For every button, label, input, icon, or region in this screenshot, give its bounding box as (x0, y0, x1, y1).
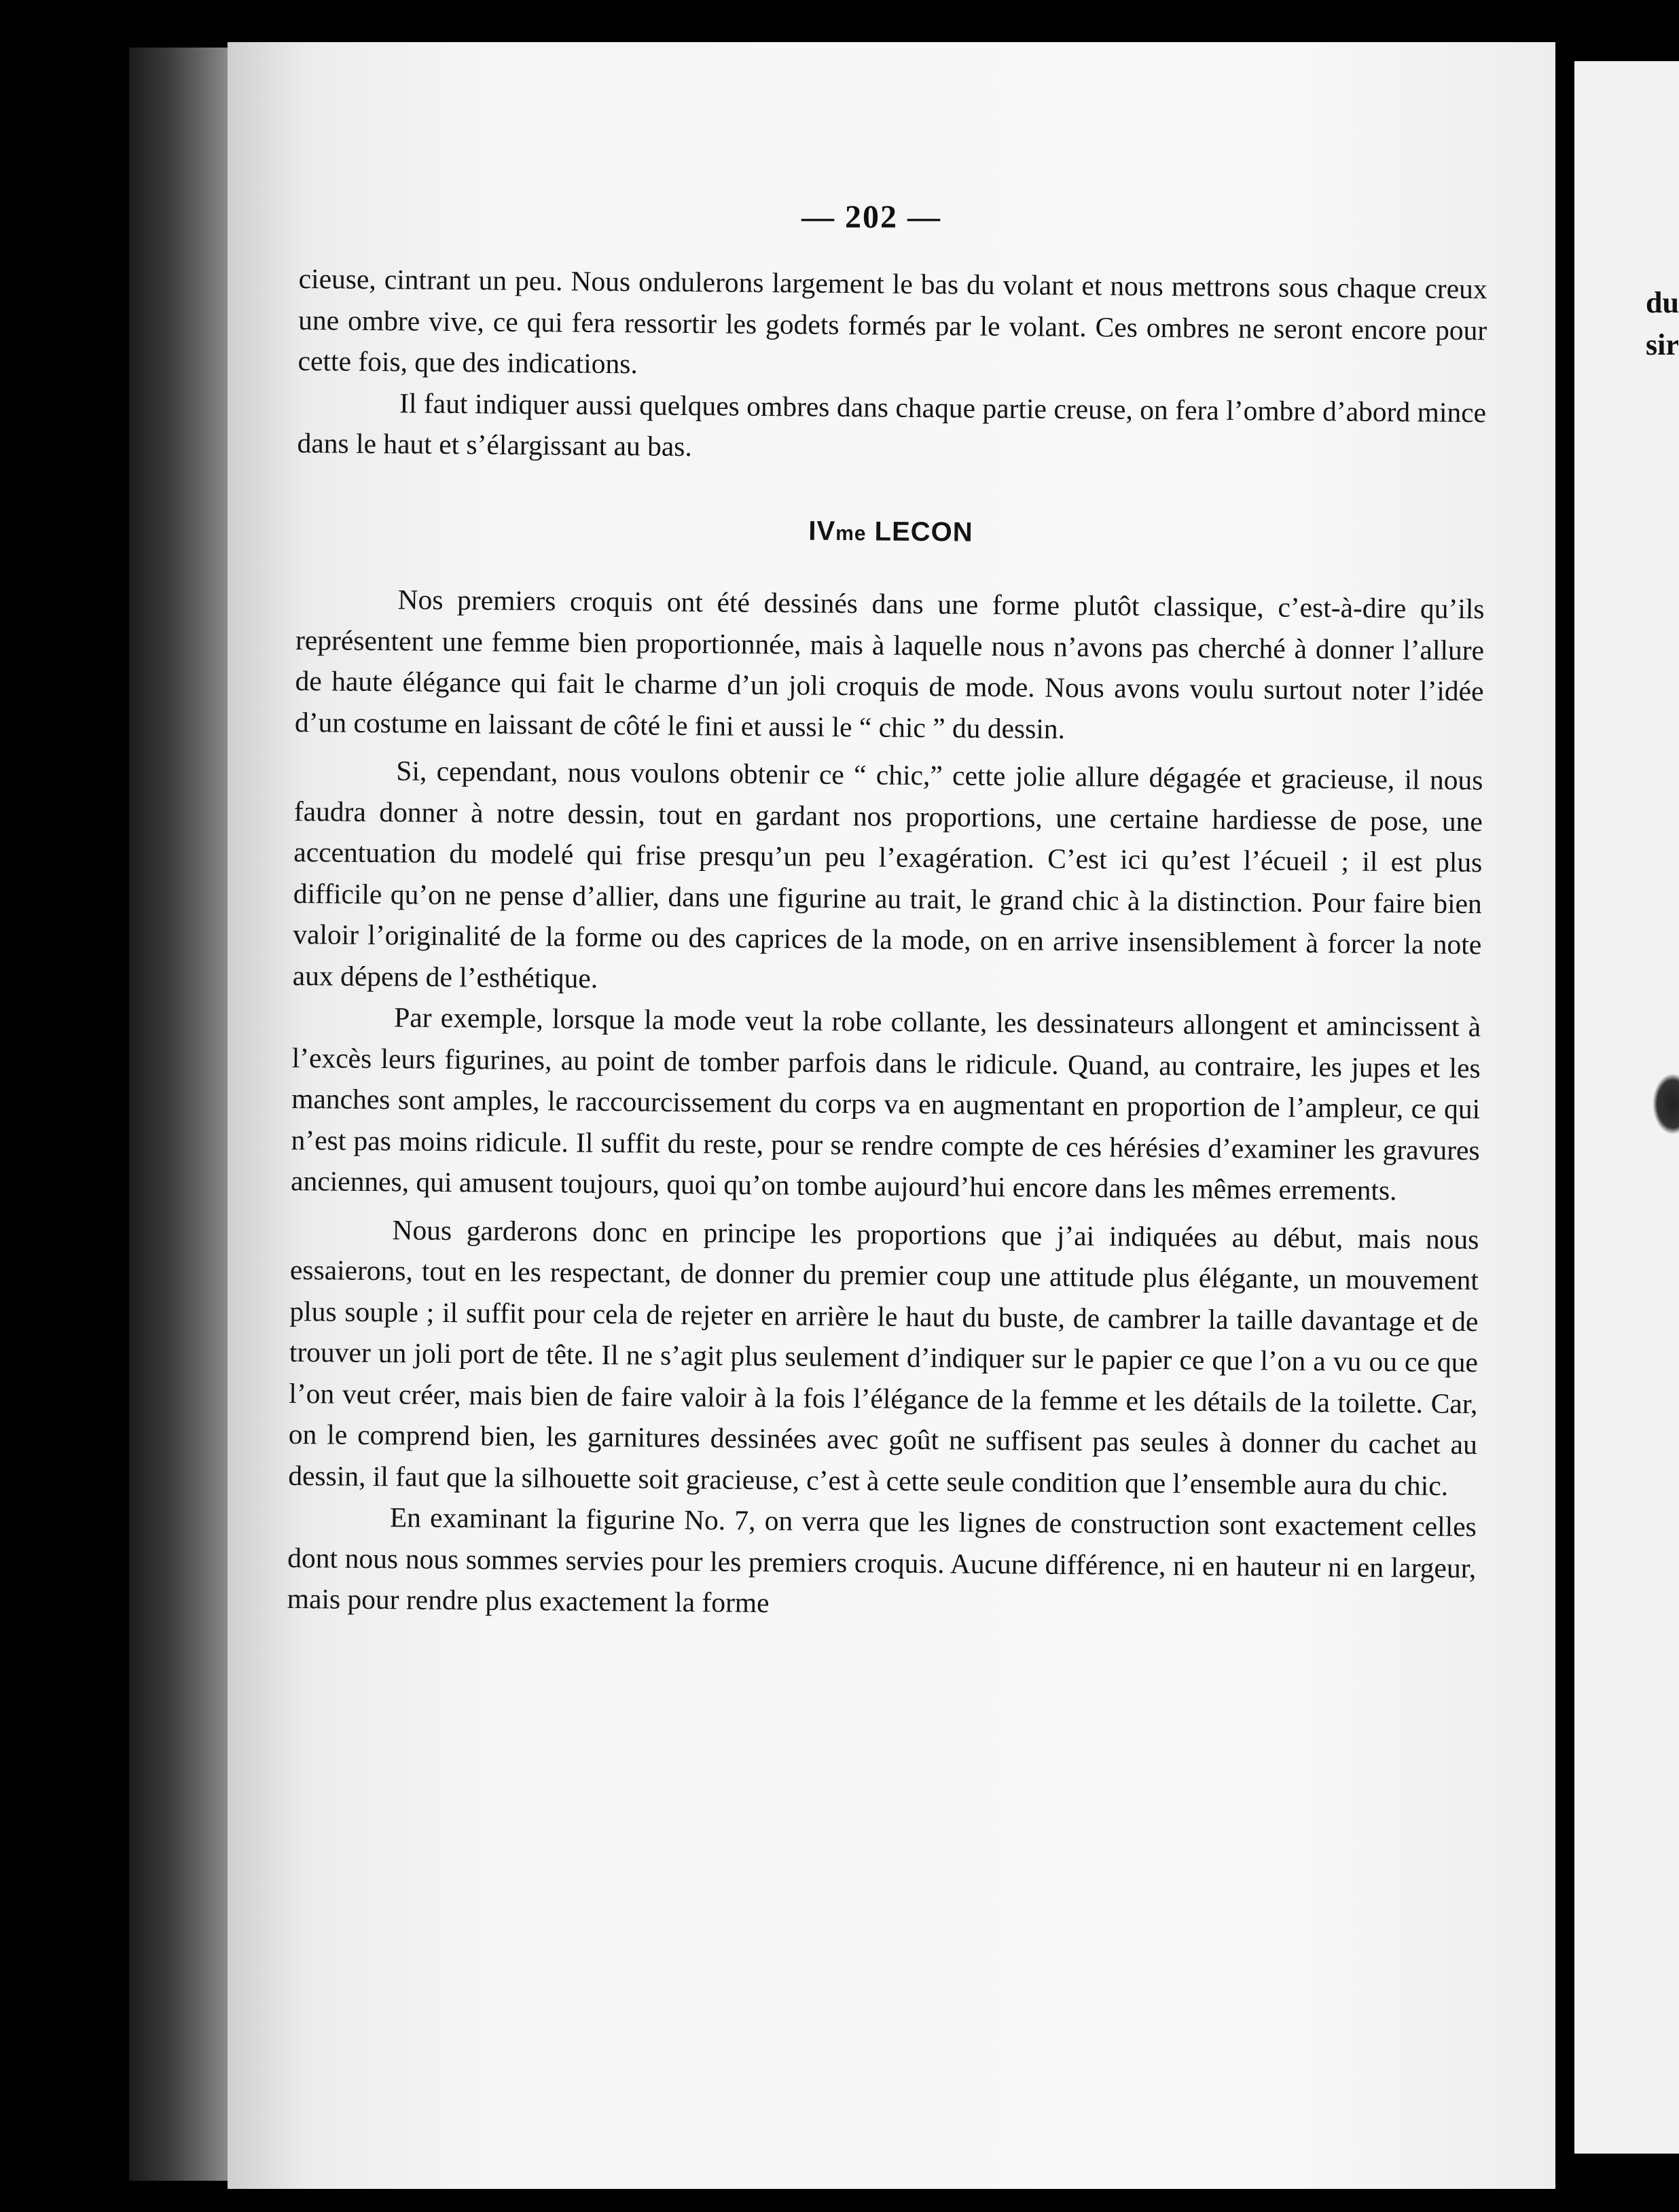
heading-numeral: IV (808, 516, 836, 546)
paragraph: Nos premiers croquis ont été dessinés dans une forme plutôt classique, c’est-à-dire qu’ils représentent une femme bien proportionnée, mais à laquelle nous n’avons pas cherché à donner l’allure de haute élégance qui fait le charme d’un joli croquis de mode. Nous avons voulu surtout noter l’idée d’un costume en laissant de côté le fini et aussi le “ chic ” du dessin. (294, 584, 1485, 745)
paragraph: En examinant la figurine No. 7, on verra que les lignes de construction sont exactement celles dont nous nous sommes servies pour les premiers croquis. Aucune différence, ni en hauteur ni en largeur, mais pour rendre plus exactement la forme (287, 1501, 1477, 1619)
facing-page-text-line: du (1646, 286, 1679, 319)
paragraph: Si, cependant, nous voulons obtenir ce “ chic,” cette jolie allure dégagée et gracieuse, il nous faudra donner à notre dessin, tout en gardant nos proportions, une certaine hardiesse de pose, une accentuation du modelé qui frise presqu’un peu l’exagération. C’est ici qu’est l’écueil ; il est plus difficile qu’on ne pense d’allier, dans une figurine au trait, le grand chic à la distinction. Pour faire bien valoir l’originalité de la forme ou des caprices de la mode, on en arrive insensiblement à forcer la note aux dépens de l’esthétique. (292, 755, 1483, 994)
page-number: — 202 — (801, 199, 941, 235)
paragraph: Il faut indiquer aussi quelques ombres dans chaque partie creuse, on fera l’ombre d’abord mince dans le haut et s’élargissant au bas. (297, 387, 1487, 463)
facing-page-edge (1574, 61, 1679, 2154)
lesson-heading (296, 505, 1485, 560)
heading-superscript: me (835, 522, 867, 545)
ink-blot (1653, 1073, 1679, 1135)
paragraph-continued: cieuse, cintrant un peu. Nous ondulerons largement le bas du volant et nous mettrons sous chaque creux une ombre vive, ce qui fera ressortir les godets formés par le volant. Ces ombres ne seront encore pour cette fois, que des indications. (297, 262, 1487, 380)
facing-page-text-line: sir (1646, 328, 1679, 361)
paragraph: Nous garderons donc en principe les proportions que j’ai indiquées au début, mais nous essaierons, tout en les respectant, de donner du premier coup une attitude plus élégante, un mouvement plus souple ; il suffit pour cela de rejeter en arrière le haut du buste, de cambrer la taille davantage et de trouver un joli port de tête. Il ne s’agit plus seulement d’indiquer sur le papier ce que l’on a vu ou ce que l’on veut créer, mais bien de faire valoir à la fois l’élégance de la femme et les détails de la toilette. Car, on le comprend bien, les garnitures dessinées avec goût ne suffisent pas seules à donner du cachet au dessin, il faut que la silhouette soit gracieuse, c’est à cette seule condition que l’ensemble aura du chic. (288, 1213, 1479, 1501)
paragraph: Par exemple, lorsque la mode veut la robe collante, les dessinateurs allongent et amincissent à l’excès leurs figurines, au point de tomber parfois dans le ridicule. Quand, au contraire, les jupes et les manches sont amples, le raccourcissement du corps va en augmentant en proportion de l’ampleur, ce qui n’est pas moins ridicule. Il suffit du reste, pour se rendre compte de ces hérésies d’examiner les gravures anciennes, qui amusent toujours, quoi qu’on tombe aujourd’hui encore dans les mêmes errements. (290, 1001, 1481, 1207)
page-body (287, 258, 1487, 1630)
heading-title: LECON (866, 516, 973, 548)
book-spine-shadow (129, 48, 238, 2181)
